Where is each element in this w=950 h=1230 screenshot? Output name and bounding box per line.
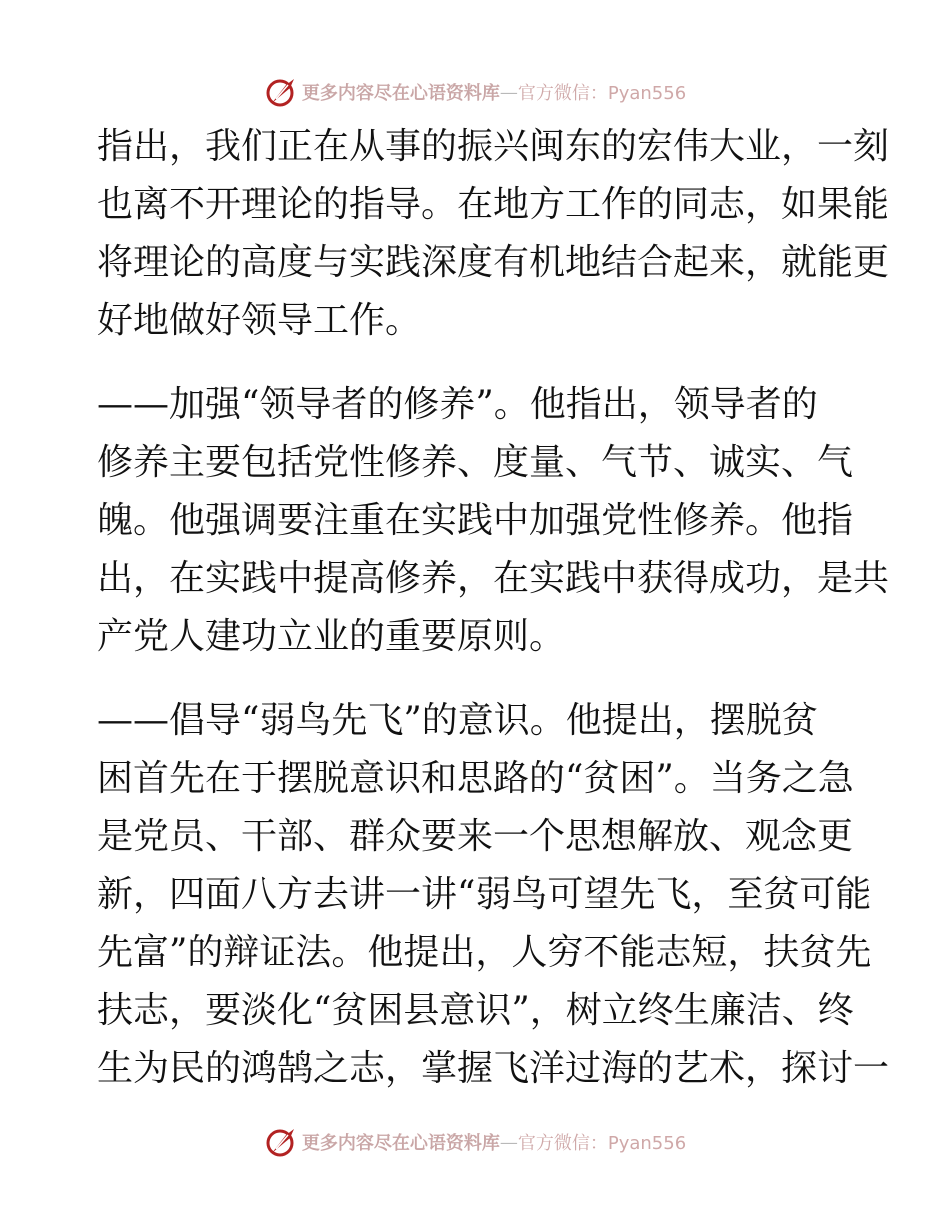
text-line: 是党员、干部、群众要来一个思想解放、观念更 xyxy=(97,816,854,857)
banner-separator: — xyxy=(499,1131,518,1153)
paragraph-3 xyxy=(97,692,890,1098)
text-line: 也离不开理论的指导。在地方工作的同志，如果能 xyxy=(97,184,890,225)
text-line: 生为民的鸿鹄之志，掌握飞洋过海的艺术，探讨一 xyxy=(97,1048,890,1089)
text-line: 指出，我们正在从事的振兴闽东的宏伟大业，一刻 xyxy=(97,126,890,167)
text-line: 先富”的辩证法。他提出，人穷不能志短，扶贫先 xyxy=(97,932,872,973)
text-line: 将理论的高度与实践深度有机地结合起来，就能更 xyxy=(97,242,890,283)
text-line: 修养主要包括党性修养、度量、气节、诚实、气 xyxy=(97,442,854,483)
text-line: ——加强“领导者的修养”。他指出，领导者的 xyxy=(97,384,818,425)
text-line: 魄。他强调要注重在实践中加强党性修养。他指 xyxy=(97,500,854,541)
banner-separator: — xyxy=(499,81,518,103)
text-line: 新，四面八方去讲一讲“弱鸟可望先飞，至贫可能 xyxy=(97,874,872,915)
document-body xyxy=(97,118,890,1098)
banner-wechat-text: 官方微信：Pyan556 xyxy=(517,83,687,104)
text-line: 出，在实践中提高修养，在实践中获得成功，是共 xyxy=(97,558,890,599)
header-watermark-banner xyxy=(0,72,950,112)
paragraph-2 xyxy=(97,376,890,666)
text-line: 产党人建功立业的重要原则。 xyxy=(97,616,566,657)
quill-pen-logo-icon xyxy=(264,75,298,109)
text-line: 扶志，要淡化“贫困县意识”，树立终生廉洁、终 xyxy=(97,990,854,1031)
quill-pen-logo-icon xyxy=(264,1125,298,1159)
banner-main-text: 更多内容尽在心语资料库 xyxy=(301,83,500,104)
banner-main-text: 更多内容尽在心语资料库 xyxy=(301,1133,500,1154)
text-line: 困首先在于摆脱意识和思路的“贫困”。当务之急 xyxy=(97,758,854,799)
text-line: 好地做好领导工作。 xyxy=(97,300,422,341)
banner-wechat-text: 官方微信：Pyan556 xyxy=(517,1133,687,1154)
text-line: ——倡导“弱鸟先飞”的意识。他提出，摆脱贫 xyxy=(97,700,818,741)
paragraph-1 xyxy=(97,118,890,350)
footer-watermark-banner xyxy=(0,1122,950,1162)
